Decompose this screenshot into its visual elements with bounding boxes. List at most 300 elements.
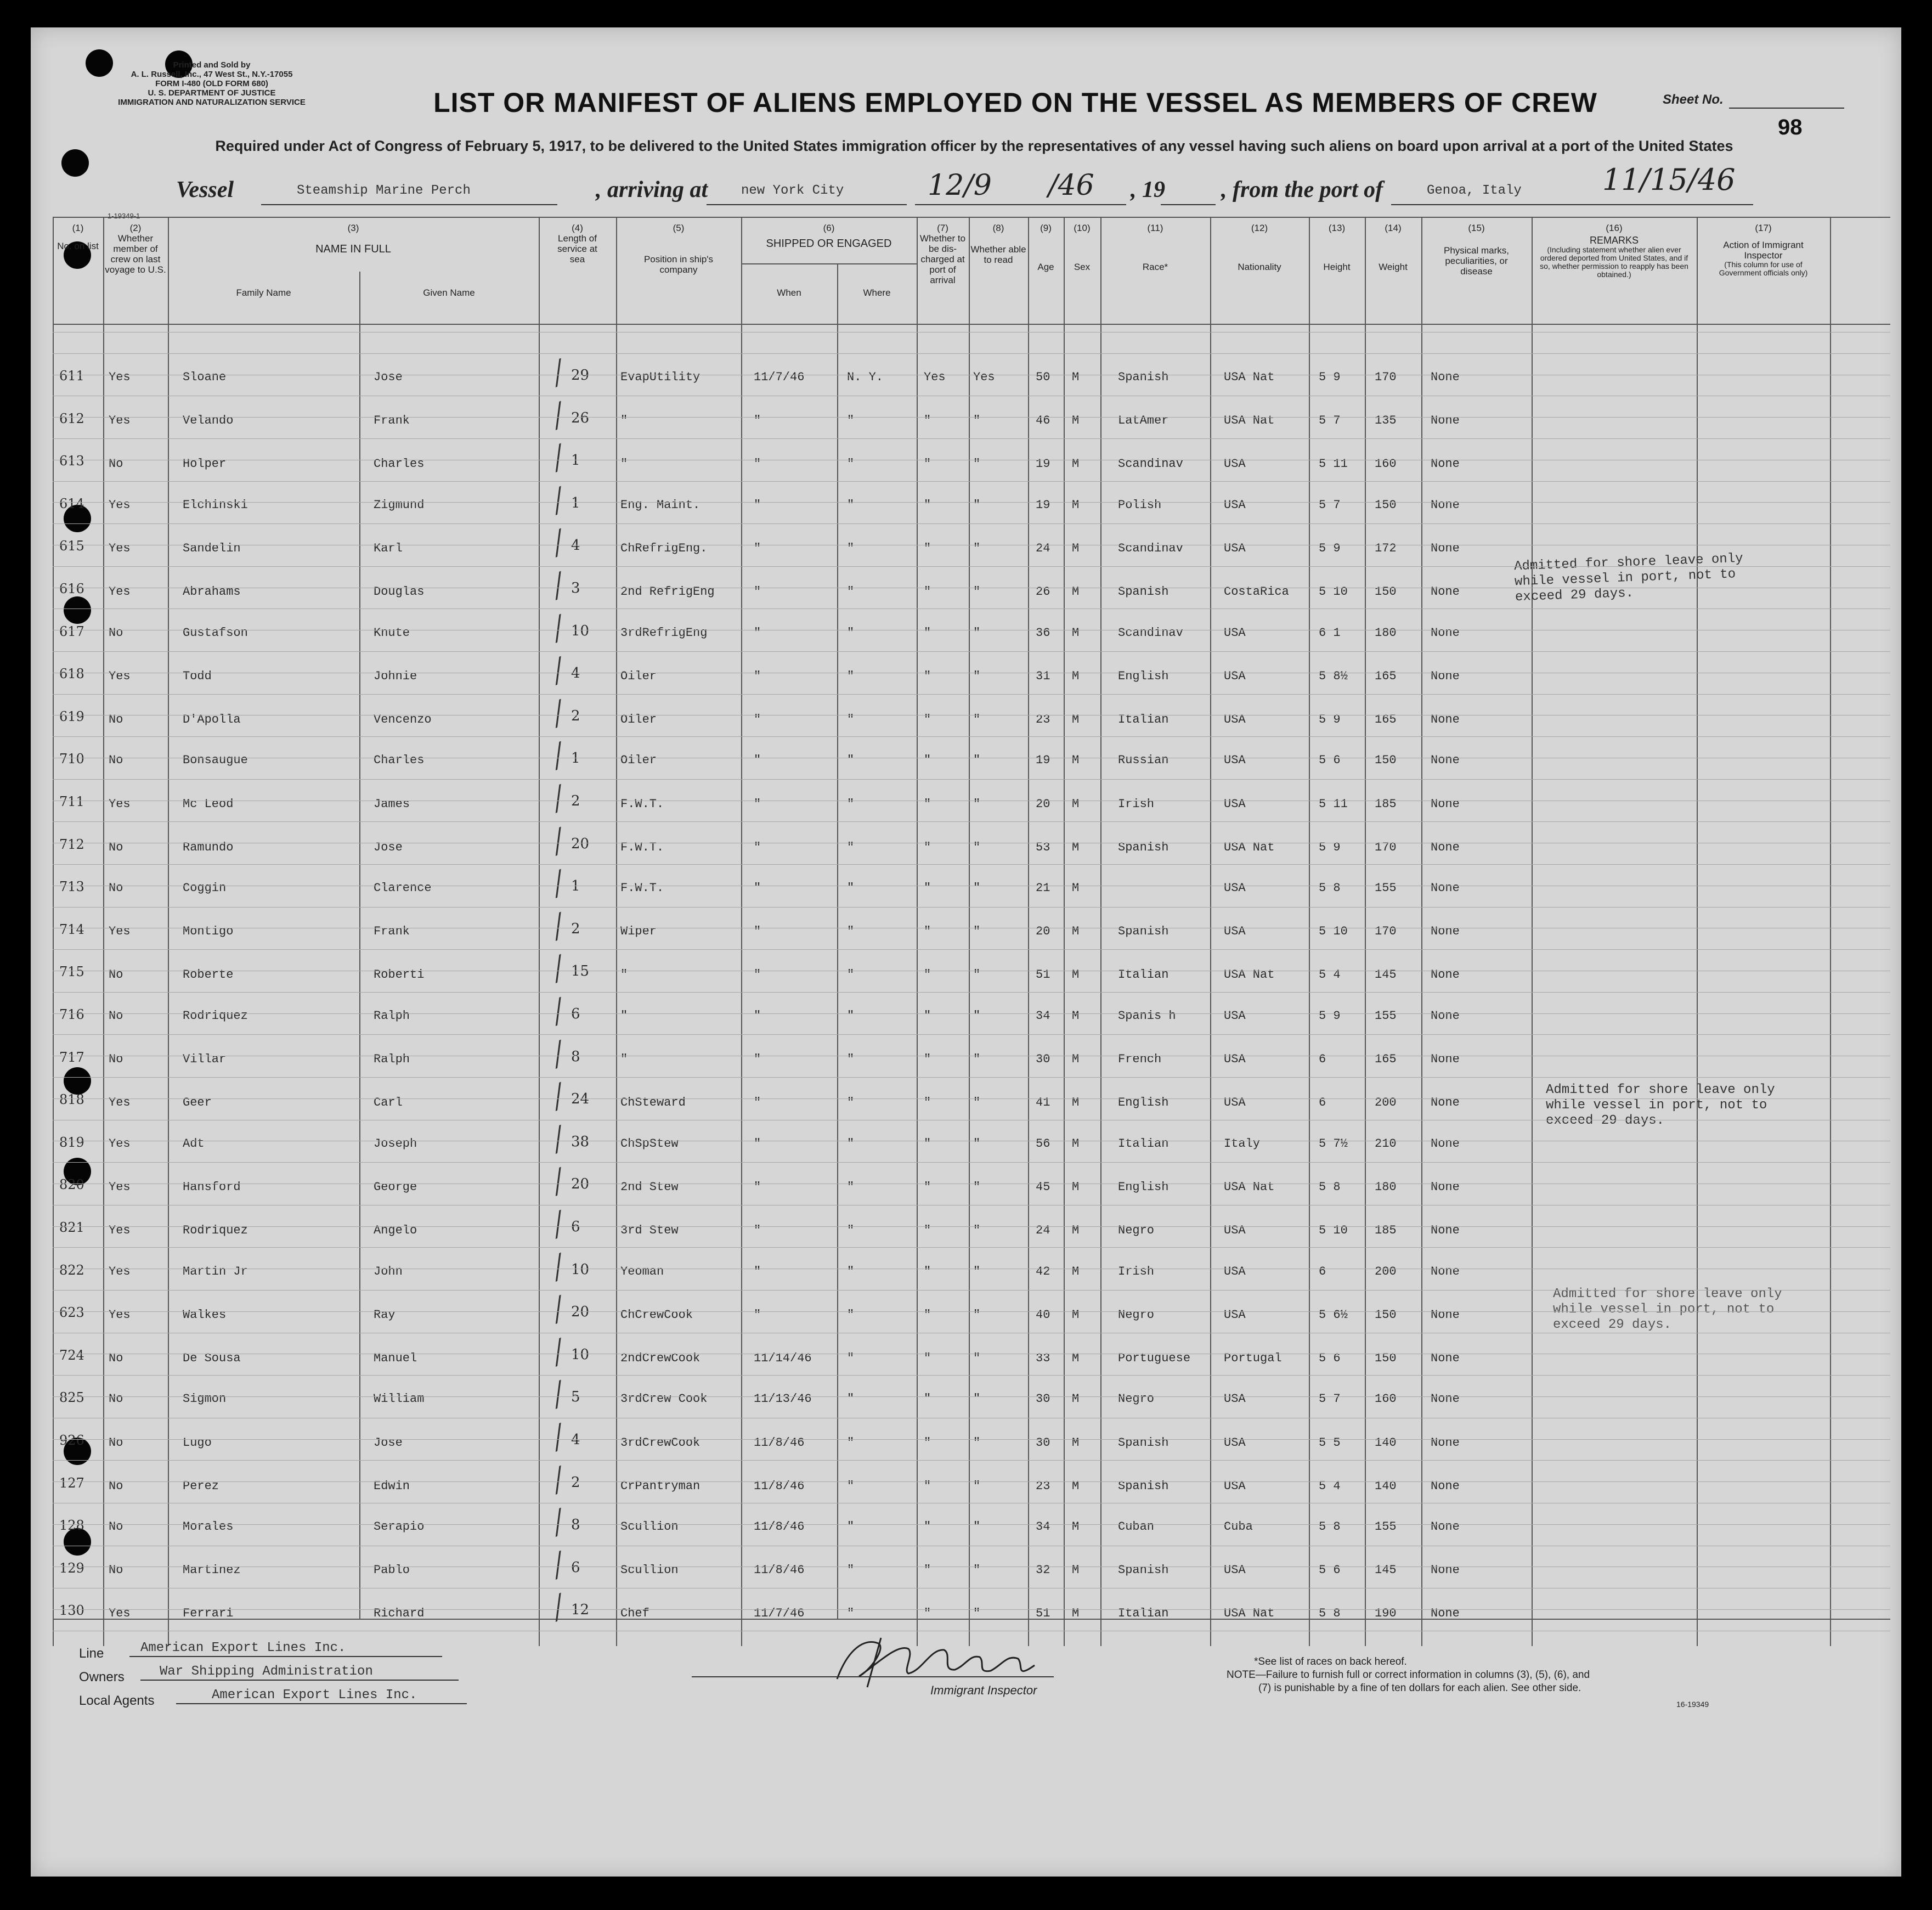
discharged-cell: " xyxy=(924,1136,931,1151)
shipped-when-cell: " xyxy=(754,1180,761,1194)
ruled-line xyxy=(53,1460,1890,1461)
remark-note: Admitted for shore leave only while vessel in port, not to exceed 29 days. xyxy=(1513,551,1744,605)
weight-cell: 172 xyxy=(1375,541,1397,555)
shipped-when-cell: " xyxy=(754,498,761,512)
column-rule xyxy=(741,217,742,1646)
height-cell: 5 9 xyxy=(1319,541,1341,555)
row-number-cell: 710 xyxy=(59,751,84,767)
physical-marks-cell: None xyxy=(1431,1180,1460,1194)
shipped-when-cell: 11/7/46 xyxy=(754,1607,805,1621)
height-cell: 5 7½ xyxy=(1319,1136,1348,1151)
service-years-cell: 3 xyxy=(571,580,580,596)
sex-cell: M xyxy=(1072,797,1080,811)
discharged-cell: " xyxy=(924,1435,931,1450)
able-to-read-cell: " xyxy=(973,1563,981,1577)
nationality-cell: USA xyxy=(1224,1009,1246,1023)
physical-marks-cell: None xyxy=(1431,669,1460,683)
race-cell: Spanish xyxy=(1118,1479,1169,1493)
nationality-cell: USA Nat xyxy=(1224,1607,1275,1621)
from-port-label: , from the port of xyxy=(1221,177,1383,202)
physical-marks-cell: None xyxy=(1431,1351,1460,1365)
shipped-where-cell: " xyxy=(847,1392,855,1406)
col-10-header: (10) Sex xyxy=(1074,223,1091,272)
position-cell: " xyxy=(620,968,628,982)
service-years-cell: 4 xyxy=(571,537,580,554)
able-to-read-cell: " xyxy=(973,585,981,599)
family-name-cell: Abrahams xyxy=(183,585,241,599)
nationality-cell: USA xyxy=(1224,541,1246,555)
able-to-read-cell: " xyxy=(973,968,981,982)
service-years-cell: 10 xyxy=(571,1346,590,1363)
weight-cell: 180 xyxy=(1375,1180,1397,1194)
arriving-port: new York City xyxy=(741,183,844,198)
height-cell: 5 10 xyxy=(1319,585,1348,599)
previous-voyage-cell: Yes xyxy=(109,1308,131,1322)
weight-cell: 145 xyxy=(1375,968,1397,982)
nationality-cell: USA xyxy=(1224,1052,1246,1067)
service-years-cell: 6 xyxy=(571,1559,580,1576)
printer-line: A. L. Russell, Inc., 47 West St., N.Y.-17055 xyxy=(131,70,293,79)
able-to-read-cell: " xyxy=(973,1052,981,1067)
height-cell: 5 7 xyxy=(1319,1392,1341,1406)
service-years-cell: 5 xyxy=(571,1389,580,1406)
given-name-cell: Knute xyxy=(374,626,410,640)
age-cell: 20 xyxy=(1036,925,1050,939)
header-bottom-rule xyxy=(53,324,1890,325)
service-years-cell: 2 xyxy=(571,1474,580,1491)
family-name-header: Family Name xyxy=(236,288,291,298)
ruled-line xyxy=(53,1013,1890,1014)
weight-cell: 180 xyxy=(1375,626,1397,640)
race-cell: Spanish xyxy=(1118,1563,1169,1577)
previous-voyage-cell: No xyxy=(109,1563,123,1577)
shipped-when-cell: " xyxy=(754,968,761,982)
age-cell: 56 xyxy=(1036,1136,1050,1151)
height-cell: 5 9 xyxy=(1319,370,1341,384)
race-cell: Spanish xyxy=(1118,840,1169,854)
sex-cell: M xyxy=(1072,1264,1080,1278)
port-underline xyxy=(1391,204,1753,205)
shipped-where-cell: " xyxy=(847,1351,855,1365)
discharged-cell: " xyxy=(924,1308,931,1322)
given-name-cell: Charles xyxy=(374,753,425,768)
signature-graphic xyxy=(826,1627,1057,1693)
service-years-cell: 1 xyxy=(571,452,580,469)
discharged-cell: " xyxy=(924,1607,931,1621)
check-mark-icon: ╱ xyxy=(547,1295,569,1324)
weight-cell: 155 xyxy=(1375,881,1397,895)
service-years-cell: 1 xyxy=(571,494,580,511)
ruled-line xyxy=(53,1077,1890,1078)
family-name-cell: Holper xyxy=(183,457,227,471)
ruled-line xyxy=(53,1162,1890,1163)
row-number-cell: 926 xyxy=(59,1433,84,1448)
race-cell: Spanis h xyxy=(1118,1009,1176,1023)
service-years-cell: 10 xyxy=(571,1261,590,1278)
shipped-where-cell: " xyxy=(847,712,855,726)
arrival-year: /46 xyxy=(1048,169,1094,202)
shipped-when-cell: 11/8/46 xyxy=(754,1479,805,1493)
height-cell: 6 xyxy=(1319,1052,1326,1067)
weight-cell: 170 xyxy=(1375,370,1397,384)
family-name-cell: Coggin xyxy=(183,881,227,895)
column-rule xyxy=(1100,217,1101,1646)
row-number-cell: 611 xyxy=(59,368,84,384)
physical-marks-cell: None xyxy=(1431,797,1460,811)
shipped-where-cell: " xyxy=(847,626,855,640)
column-rule xyxy=(616,217,617,1646)
height-cell: 6 xyxy=(1319,1264,1326,1278)
height-cell: 5 9 xyxy=(1319,712,1341,726)
sex-cell: M xyxy=(1072,881,1080,895)
row-number-cell: 713 xyxy=(59,879,84,895)
sex-cell: M xyxy=(1072,1435,1080,1450)
shipped-where-cell: " xyxy=(847,1308,855,1322)
race-cell: English xyxy=(1118,1180,1169,1194)
given-name-cell: George xyxy=(374,1180,417,1194)
row-number-cell: 614 xyxy=(59,495,84,511)
physical-marks-cell: None xyxy=(1431,1479,1460,1493)
previous-voyage-cell: No xyxy=(109,1392,123,1406)
age-cell: 19 xyxy=(1036,753,1050,768)
nationality-cell: USA Nat xyxy=(1224,1180,1275,1194)
row-number-cell: 717 xyxy=(59,1049,84,1065)
shipped-when-cell: " xyxy=(754,840,761,854)
column-rule xyxy=(168,217,169,1646)
col-13-header: (13) Height xyxy=(1323,223,1351,272)
previous-voyage-cell: No xyxy=(109,457,123,471)
owners-underline xyxy=(140,1680,459,1681)
given-name-cell: Douglas xyxy=(374,585,425,599)
shipped-when-cell: " xyxy=(754,753,761,768)
row-number-cell: 623 xyxy=(59,1305,84,1321)
position-cell: Scullion xyxy=(620,1520,679,1534)
previous-voyage-cell: Yes xyxy=(109,370,131,384)
age-cell: 30 xyxy=(1036,1435,1050,1450)
nationality-cell: USA xyxy=(1224,1264,1246,1278)
nationality-cell: USA Nat xyxy=(1224,840,1275,854)
race-cell: Irish xyxy=(1118,1264,1155,1278)
page-number: 98 xyxy=(1778,115,1803,139)
col-4-header: (4) Length of service at sea xyxy=(557,223,597,264)
penalty-note-continued: (7) is punishable by a fine of ten dollars for each alien. See other side. xyxy=(1258,1682,1581,1694)
age-cell: 33 xyxy=(1036,1351,1050,1365)
ruled-line xyxy=(53,1247,1890,1248)
previous-voyage-cell: Yes xyxy=(109,797,131,811)
able-to-read-cell: " xyxy=(973,1607,981,1621)
race-cell: Italian xyxy=(1118,1136,1169,1151)
race-cell: Cuban xyxy=(1118,1520,1155,1534)
physical-marks-cell: None xyxy=(1431,1607,1460,1621)
height-cell: 6 xyxy=(1319,1096,1326,1110)
ruled-line xyxy=(53,949,1890,950)
col-8-header: (8) Whether able to read xyxy=(970,223,1026,265)
sex-cell: M xyxy=(1072,457,1080,471)
able-to-read-cell: " xyxy=(973,498,981,512)
able-to-read-cell: " xyxy=(973,1435,981,1450)
shipped-when-cell: " xyxy=(754,1052,761,1067)
weight-cell: 185 xyxy=(1375,797,1397,811)
service-years-cell: 4 xyxy=(571,1432,580,1448)
century-label: , 19 xyxy=(1131,177,1165,202)
column-rule xyxy=(969,217,970,1646)
physical-marks-cell: None xyxy=(1431,1136,1460,1151)
service-years-cell: 2 xyxy=(571,920,580,937)
discharged-cell: " xyxy=(924,1096,931,1110)
date-underline xyxy=(915,204,1126,205)
previous-voyage-cell: Yes xyxy=(109,1607,131,1621)
race-cell: Russian xyxy=(1118,753,1169,768)
height-cell: 5 10 xyxy=(1319,925,1348,939)
weight-cell: 150 xyxy=(1375,585,1397,599)
height-cell: 5 6 xyxy=(1319,1563,1341,1577)
shipped-where-cell: " xyxy=(847,753,855,768)
position-cell: Eng. Maint. xyxy=(620,498,701,512)
family-name-cell: Bonsaugue xyxy=(183,753,248,768)
row-number-cell: 619 xyxy=(59,708,84,724)
able-to-read-cell: " xyxy=(973,1308,981,1322)
departure-port: Genoa, Italy xyxy=(1427,183,1522,198)
race-cell: Irish xyxy=(1118,797,1155,811)
family-name-cell: Rodriquez xyxy=(183,1224,248,1237)
shipped-where-cell: " xyxy=(847,1096,855,1110)
service-years-cell: 6 xyxy=(571,1006,580,1022)
nationality-cell: USA xyxy=(1224,626,1246,640)
able-to-read-cell: " xyxy=(973,753,981,768)
ruled-line xyxy=(53,353,1890,354)
able-to-read-cell: " xyxy=(973,1520,981,1534)
printer-line: IMMIGRATION AND NATURALIZATION SERVICE xyxy=(118,98,306,107)
shipped-when-cell: " xyxy=(754,585,761,599)
age-cell: 40 xyxy=(1036,1308,1050,1322)
check-mark-icon: ╱ xyxy=(547,1466,569,1495)
family-name-cell: Rodriquez xyxy=(183,1009,248,1023)
physical-marks-cell: None xyxy=(1431,1052,1460,1067)
check-mark-icon: ╱ xyxy=(547,487,569,515)
weight-cell: 170 xyxy=(1375,840,1397,854)
height-cell: 5 6½ xyxy=(1319,1308,1348,1322)
position-cell: 3rdCrew Cook xyxy=(620,1392,708,1406)
check-mark-icon: ╱ xyxy=(547,401,569,430)
discharged-cell: " xyxy=(924,626,931,640)
arrival-date: 12/9 xyxy=(928,169,992,202)
row-number-cell: 613 xyxy=(59,453,84,469)
able-to-read-cell: " xyxy=(973,1224,981,1237)
race-cell: Spanish xyxy=(1118,585,1169,599)
shipped-when-cell: " xyxy=(754,457,761,471)
shipped-when-cell: 11/8/46 xyxy=(754,1520,805,1534)
discharged-cell: " xyxy=(924,1392,931,1406)
race-cell: Negro xyxy=(1118,1392,1155,1406)
sex-cell: M xyxy=(1072,1563,1080,1577)
row-number-cell: 715 xyxy=(59,964,84,980)
physical-marks-cell: None xyxy=(1431,1520,1460,1534)
sex-cell: M xyxy=(1072,585,1080,599)
physical-marks-cell: None xyxy=(1431,1392,1460,1406)
height-cell: 5 7 xyxy=(1319,414,1341,428)
column-rule xyxy=(103,217,104,1646)
check-mark-icon: ╱ xyxy=(547,955,569,984)
shipped-where-cell: " xyxy=(847,1479,855,1493)
family-name-cell: Ferrari xyxy=(183,1607,234,1621)
age-cell: 32 xyxy=(1036,1563,1050,1577)
row-number-cell: 712 xyxy=(59,836,84,852)
position-cell: 2nd RefrigEng xyxy=(620,585,715,599)
service-years-cell: 10 xyxy=(571,622,590,639)
ruled-line xyxy=(53,1098,1890,1099)
able-to-read-cell: " xyxy=(973,1180,981,1194)
nationality-cell: USA xyxy=(1224,1435,1246,1450)
row-number-cell: 714 xyxy=(59,921,84,937)
ruled-line xyxy=(53,1375,1890,1376)
check-mark-icon: ╱ xyxy=(547,1040,569,1069)
sex-cell: M xyxy=(1072,498,1080,512)
race-cell: Scandinav xyxy=(1118,457,1183,471)
given-name-cell: James xyxy=(374,797,410,811)
age-cell: 30 xyxy=(1036,1052,1050,1067)
sex-cell: M xyxy=(1072,753,1080,768)
weight-cell: 150 xyxy=(1375,498,1397,512)
age-cell: 53 xyxy=(1036,840,1050,854)
able-to-read-cell: " xyxy=(973,1096,981,1110)
height-cell: 5 8½ xyxy=(1319,669,1348,683)
sex-cell: M xyxy=(1072,1351,1080,1365)
nationality-cell: USA xyxy=(1224,753,1246,768)
line-underline xyxy=(129,1656,442,1657)
race-cell: Italian xyxy=(1118,712,1169,726)
able-to-read-cell: " xyxy=(973,1351,981,1365)
col-6-header: (6) SHIPPED OR ENGAGED xyxy=(766,223,892,250)
discharged-cell: " xyxy=(924,457,931,471)
service-years-cell: 20 xyxy=(571,835,590,852)
discharged-cell: " xyxy=(924,541,931,555)
given-name-cell: Frank xyxy=(374,414,410,428)
family-name-cell: Walkes xyxy=(183,1308,227,1322)
check-mark-icon: ╱ xyxy=(547,1551,569,1580)
check-mark-icon: ╱ xyxy=(547,359,569,387)
shipped-where-cell: " xyxy=(847,541,855,555)
col-3-header: (3) NAME IN FULL xyxy=(315,223,391,255)
weight-cell: 155 xyxy=(1375,1520,1397,1534)
sex-cell: M xyxy=(1072,669,1080,683)
race-cell: Italian xyxy=(1118,968,1169,982)
sex-cell: M xyxy=(1072,925,1080,939)
height-cell: 5 6 xyxy=(1319,1351,1341,1365)
shipped-where-cell: " xyxy=(847,925,855,939)
previous-voyage-cell: Yes xyxy=(109,1136,131,1151)
previous-voyage-cell: Yes xyxy=(109,669,131,683)
row-number-cell: 818 xyxy=(59,1092,84,1108)
col-14-header: (14) Weight xyxy=(1379,223,1408,272)
column-rule xyxy=(1830,217,1831,1646)
physical-marks-cell: None xyxy=(1431,1096,1460,1110)
discharged-cell: " xyxy=(924,1563,931,1577)
check-mark-icon: ╱ xyxy=(547,742,569,771)
races-note: *See list of races on back hereof. xyxy=(1254,1656,1407,1667)
inspector-signature xyxy=(826,1627,1057,1693)
row-number-cell: 724 xyxy=(59,1347,84,1363)
printer-line: U. S. DEPARTMENT OF JUSTICE xyxy=(148,88,276,98)
weight-cell: 155 xyxy=(1375,1009,1397,1023)
shipped-where-cell: " xyxy=(847,414,855,428)
vessel-label: Vessel xyxy=(176,177,234,202)
position-cell: " xyxy=(620,457,628,471)
check-mark-icon: ╱ xyxy=(547,1083,569,1111)
shipped-when-cell: " xyxy=(754,669,761,683)
shipped-where-cell: " xyxy=(847,669,855,683)
ruled-line xyxy=(53,694,1890,695)
punch-hole xyxy=(64,1067,91,1095)
shipped-where-cell: " xyxy=(847,1264,855,1278)
nationality-cell: USA xyxy=(1224,881,1246,895)
sheet-number-line xyxy=(1729,108,1844,109)
shipped-when-cell: 11/14/46 xyxy=(754,1351,812,1365)
check-mark-icon: ╱ xyxy=(547,572,569,600)
family-name-cell: D'Apolla xyxy=(183,712,241,726)
service-years-cell: 1 xyxy=(571,750,580,767)
position-cell: Yeoman xyxy=(620,1264,664,1278)
height-cell: 5 9 xyxy=(1319,1009,1341,1023)
position-cell: 2ndCrewCook xyxy=(620,1351,701,1365)
shipped-where-cell: " xyxy=(847,1224,855,1237)
previous-voyage-cell: No xyxy=(109,1351,123,1365)
position-cell: F.W.T. xyxy=(620,797,664,811)
previous-voyage-cell: Yes xyxy=(109,498,131,512)
check-mark-icon: ╱ xyxy=(547,785,569,813)
row-number-cell: 128 xyxy=(59,1518,84,1534)
given-name-cell: Carl xyxy=(374,1096,403,1110)
physical-marks-cell: None xyxy=(1431,712,1460,726)
sex-cell: M xyxy=(1072,370,1080,384)
col-16-header: (16) REMARKS (Including statement whether alien ever ordered deported from United States, and if so, whether permission to reapply has been obtained.) xyxy=(1540,223,1688,279)
age-cell: 23 xyxy=(1036,712,1050,726)
discharged-cell: " xyxy=(924,1224,931,1237)
ruled-line xyxy=(53,1226,1890,1227)
penalty-note: NOTE—Failure to furnish full or correct information in columns (3), (5), (6), and xyxy=(1227,1669,1590,1681)
ruled-line xyxy=(53,1524,1890,1525)
able-to-read-cell: " xyxy=(973,1136,981,1151)
family-name-cell: Martinez xyxy=(183,1563,241,1577)
family-name-cell: Ramundo xyxy=(183,840,234,854)
able-to-read-cell: " xyxy=(973,414,981,428)
sex-cell: M xyxy=(1072,1096,1080,1110)
position-cell: " xyxy=(620,414,628,428)
age-cell: 23 xyxy=(1036,1479,1050,1493)
col-9-header: (9) Age xyxy=(1037,223,1054,272)
race-cell: French xyxy=(1118,1052,1162,1067)
remark-note: Admitted for shore leave only while vessel in port, not to exceed 29 days. xyxy=(1553,1287,1782,1332)
previous-voyage-cell: No xyxy=(109,753,123,768)
column-rule xyxy=(539,217,540,1646)
race-cell: Spanish xyxy=(1118,370,1169,384)
given-name-cell: Richard xyxy=(374,1607,425,1621)
race-cell: Scandinav xyxy=(1118,626,1183,640)
sex-cell: M xyxy=(1072,968,1080,982)
position-cell: Oiler xyxy=(620,669,657,683)
when-header: When xyxy=(777,288,801,298)
shipped-where-cell: " xyxy=(847,1009,855,1023)
handwritten-date: 11/15/46 xyxy=(1602,162,1736,197)
age-cell: 34 xyxy=(1036,1520,1050,1534)
previous-voyage-cell: Yes xyxy=(109,1264,131,1278)
given-name-cell: Manuel xyxy=(374,1351,417,1365)
vessel-underline xyxy=(261,204,557,205)
sex-cell: M xyxy=(1072,712,1080,726)
position-cell: " xyxy=(620,1009,628,1023)
age-cell: 26 xyxy=(1036,585,1050,599)
manifest-sheet xyxy=(31,27,1901,1877)
position-cell: ChSpStew xyxy=(620,1136,679,1151)
